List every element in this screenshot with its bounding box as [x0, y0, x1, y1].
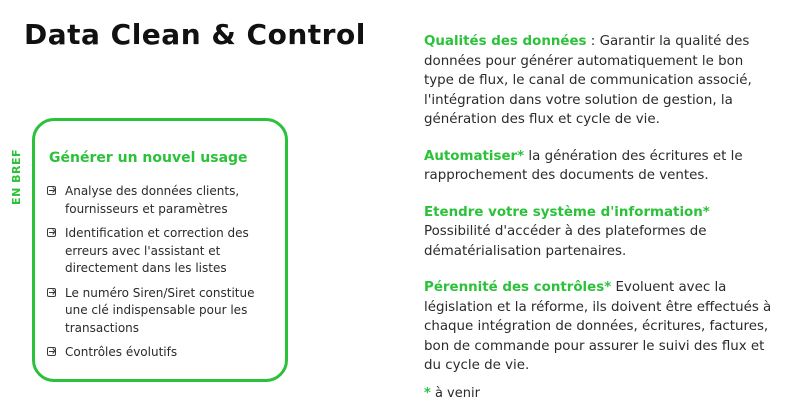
footnote-star: *: [424, 386, 431, 401]
footnote-text: à venir: [430, 386, 480, 401]
arrow-box-icon: [47, 186, 56, 195]
bullet-item: [47, 225, 279, 278]
section-controls: [424, 278, 776, 376]
bullet-text: Analyse des données clients, fournisseurs et paramètres: [65, 184, 240, 216]
arrow-box-icon: [47, 347, 56, 356]
bullet-item: [47, 183, 279, 218]
section-text: Possibilité d'accéder à des plateformes de dématérialisation partenaires.: [424, 224, 707, 259]
section-heading: Etendre votre système d'information*: [424, 204, 710, 220]
footnote: [424, 386, 480, 401]
arrow-box-icon: [47, 288, 56, 297]
card-heading: Générer un nouvel usage: [49, 150, 248, 166]
section-text: la génération des écritures et le rapprochement des documents de ventes.: [424, 148, 743, 183]
section-automate: [424, 147, 776, 186]
bullet-text: Contrôles évolutifs: [65, 345, 178, 359]
page-title: Data Clean & Control: [24, 18, 366, 51]
details-column: [424, 32, 776, 393]
section-heading: Pérennité des contrôles*: [424, 280, 612, 295]
bullet-text: Le numéro Siren/Siret constitue une clé indispensable pour les transactions: [65, 285, 255, 335]
section-extend: [424, 203, 776, 262]
section-text: Evoluent avec la législation et la réforme, ils doivent être effectués à chaque intégration de données, écritures, factures, bon de commande pour assurer le suivi des flux et du cycle de vie.: [424, 280, 772, 373]
section-data-quality: [424, 32, 776, 130]
section-heading: Qualités des données: [424, 34, 587, 49]
bullet-text: Identification et correction des erreurs avec l'assistant et directement dans les listes: [65, 226, 249, 275]
summary-card: [10, 118, 288, 382]
section-heading: Automatiser*: [424, 148, 525, 164]
bullet-item: [47, 344, 279, 362]
en-bref-label: EN BREF: [8, 145, 25, 209]
arrow-box-icon: [47, 228, 56, 237]
bullet-item: [47, 285, 279, 338]
bullet-list: [47, 183, 279, 369]
section-text: : Garantir la qualité des données pour générer automatiquement le bon type de flux, le canal de communication associé, l'intégration dans votre solution de gestion, la génération des flux et cycle de vie.: [424, 34, 752, 127]
